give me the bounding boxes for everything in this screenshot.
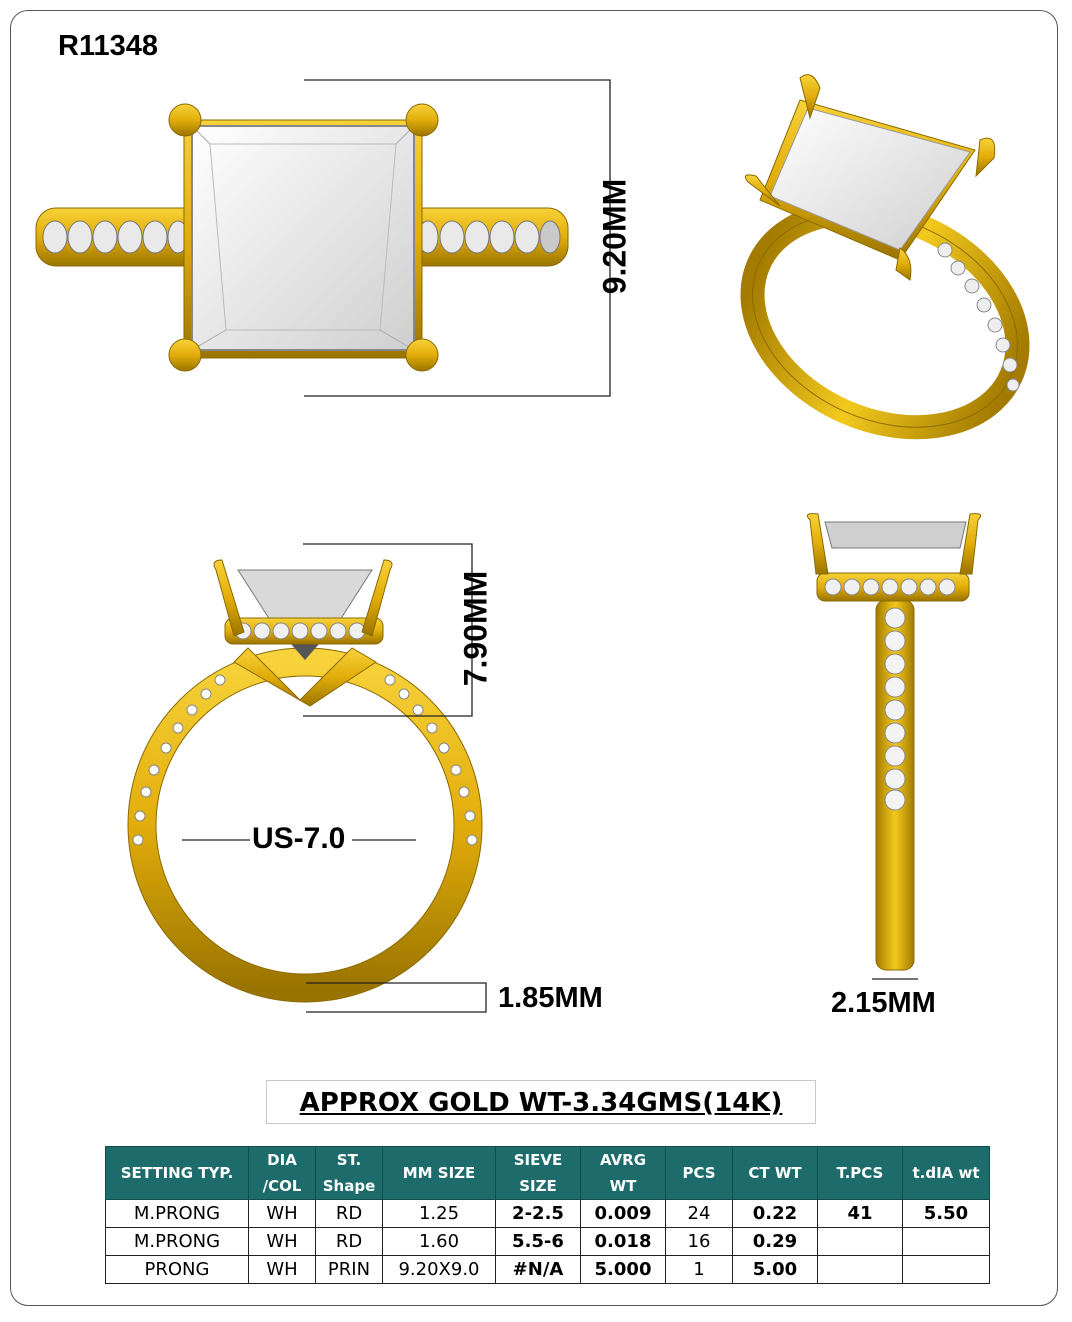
dim-shank-side: 2.15MM <box>831 987 936 1019</box>
cell: 9.20X9.0 <box>383 1256 496 1284</box>
cell: 5.50 <box>903 1200 990 1228</box>
side-view <box>807 514 980 979</box>
col-t-dia-wt: t.dIA wt <box>903 1147 990 1200</box>
side-shank-stones <box>885 608 905 810</box>
cell <box>818 1228 903 1256</box>
cell: 5.5-6 <box>496 1228 581 1256</box>
cell <box>818 1256 903 1284</box>
cell: PRONG <box>106 1256 249 1284</box>
cell: 1 <box>666 1256 733 1284</box>
cell: 0.009 <box>581 1200 666 1228</box>
cell: 0.22 <box>733 1200 818 1228</box>
spec-table <box>105 1146 990 1284</box>
cell <box>903 1228 990 1256</box>
cell: 0.018 <box>581 1228 666 1256</box>
cell: 5.000 <box>581 1256 666 1284</box>
cell: PRIN <box>316 1256 383 1284</box>
col-ct-wt: CT WT <box>733 1147 818 1200</box>
gold-weight-title: APPROX GOLD WT-3.34GMS(14K) <box>299 1088 783 1118</box>
cell: 1.25 <box>383 1200 496 1228</box>
col-dia-col: DIA /COL <box>249 1147 316 1200</box>
gold-weight-box <box>266 1080 816 1124</box>
cell: 2-2.5 <box>496 1200 581 1228</box>
dim-side-height: 7.90MM <box>457 570 494 687</box>
table-row <box>106 1200 990 1228</box>
dim-top-height: 9.20MM <box>596 178 633 295</box>
cell: 1.60 <box>383 1228 496 1256</box>
col-st-shape: ST. Shape <box>316 1147 383 1200</box>
col-sieve-size: SIEVE SIZE <box>496 1147 581 1200</box>
spec-header-row <box>106 1147 990 1200</box>
col-pcs: PCS <box>666 1147 733 1200</box>
col-t-pcs: T.PCS <box>818 1147 903 1200</box>
cell: RD <box>316 1200 383 1228</box>
perspective-view <box>718 75 1051 468</box>
cell: 0.29 <box>733 1228 818 1256</box>
table-row <box>106 1228 990 1256</box>
cell: 24 <box>666 1200 733 1228</box>
cell: M.PRONG <box>106 1228 249 1256</box>
table-row <box>106 1256 990 1284</box>
cell: 16 <box>666 1228 733 1256</box>
col-setting-type: SETTING TYP. <box>106 1147 249 1200</box>
dim-shank-front: 1.85MM <box>498 982 603 1014</box>
cell <box>903 1256 990 1284</box>
col-mm-size: MM SIZE <box>383 1147 496 1200</box>
cell: M.PRONG <box>106 1200 249 1228</box>
cell: WH <box>249 1256 316 1284</box>
top-view <box>36 80 610 396</box>
cell: RD <box>316 1228 383 1256</box>
cell: WH <box>249 1200 316 1228</box>
front-view <box>128 544 486 1012</box>
product-code: R11348 <box>58 30 158 62</box>
col-avrg-wt: AVRG WT <box>581 1147 666 1200</box>
dim-ring-size: US-7.0 <box>252 822 346 855</box>
cell: #N/A <box>496 1256 581 1284</box>
cell: 5.00 <box>733 1256 818 1284</box>
cell: WH <box>249 1228 316 1256</box>
cell: 41 <box>818 1200 903 1228</box>
